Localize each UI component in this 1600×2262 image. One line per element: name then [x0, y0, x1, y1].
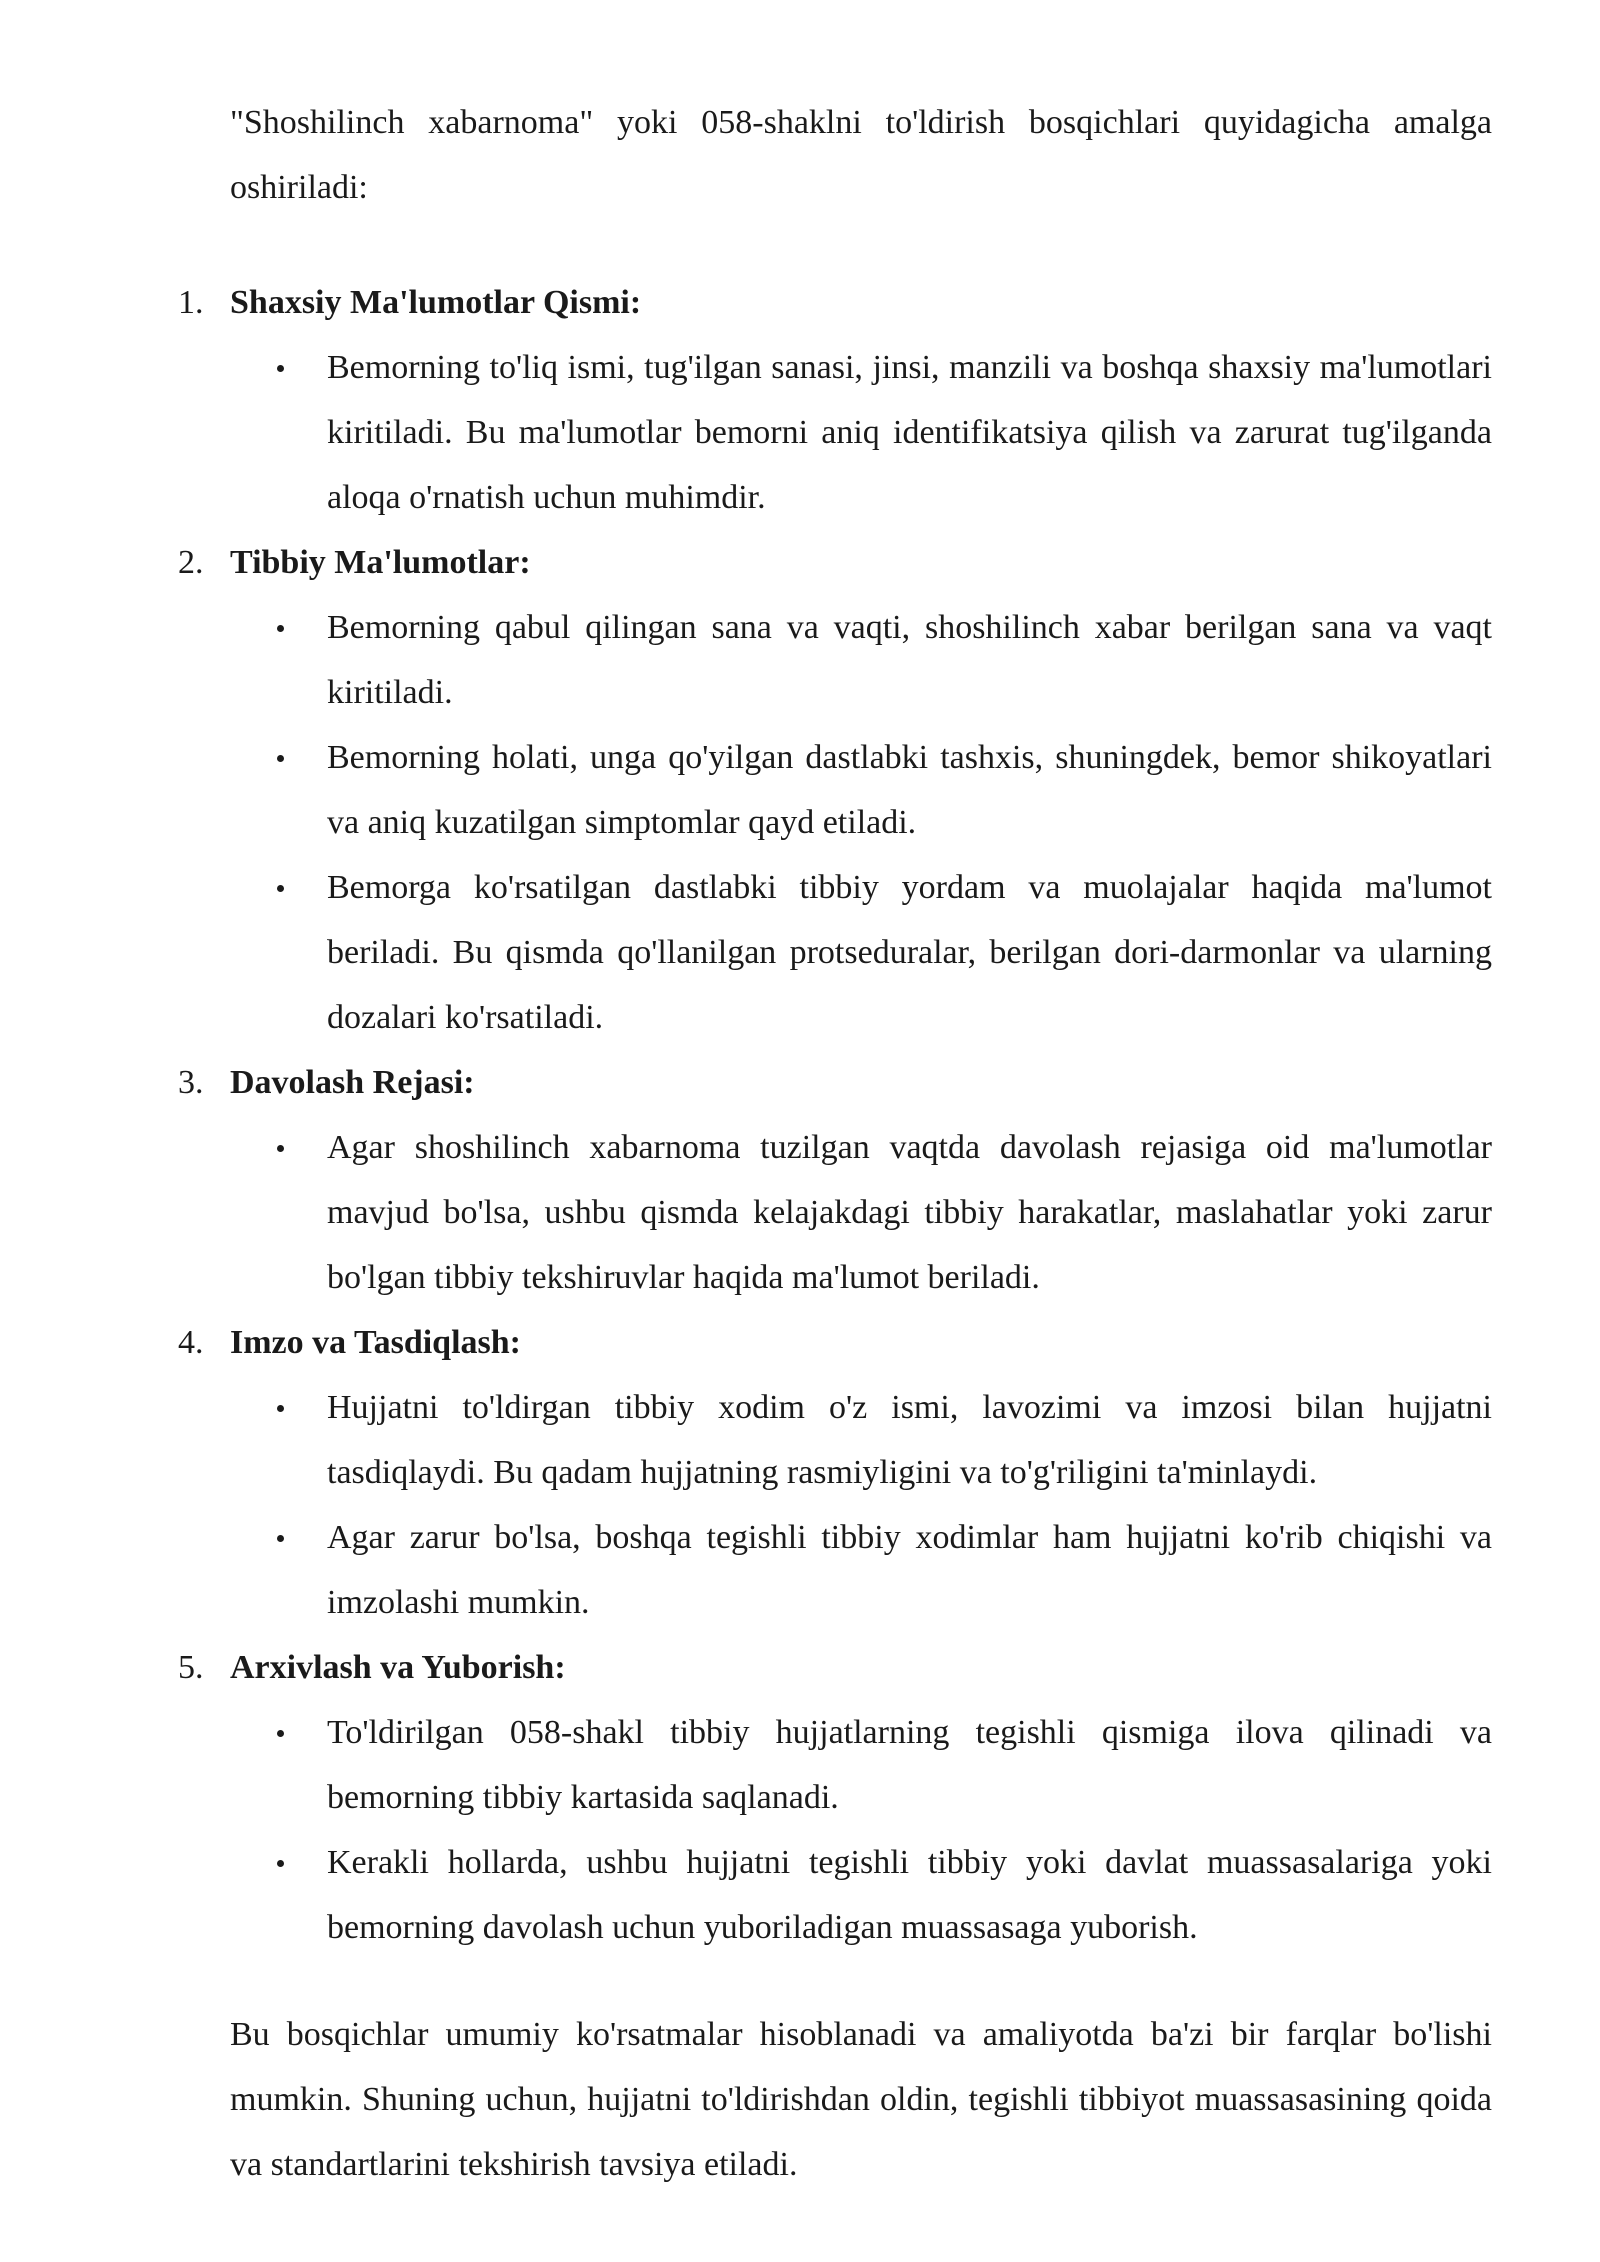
bullet-list [230, 1115, 1492, 1310]
bullet-item [327, 1115, 1492, 1310]
step-title: Tibbiy Ma'lumotlar: [230, 544, 531, 581]
step-item [178, 1050, 1492, 1310]
bullet-text: Hujjatni to'ldirgan tibbiy xodim o'z ismi, lavozimi va imzosi bilan hujjatni tasdiqlaydi. Bu qadam hujjatning rasmiyligini va to'g'riligini ta'minlaydi. [327, 1389, 1492, 1491]
step-item [178, 530, 1492, 1050]
bullet-list [230, 595, 1492, 1050]
step-title: Davolash Rejasi: [230, 1064, 475, 1101]
step-number: 4. [178, 1324, 204, 1361]
bullet-icon [277, 1860, 284, 1867]
step-number: 2. [178, 544, 204, 581]
bullet-icon [277, 1730, 284, 1737]
bullet-icon [277, 625, 284, 632]
step-item [178, 1310, 1492, 1635]
bullet-item [327, 1830, 1492, 1960]
bullet-icon [277, 1535, 284, 1542]
bullet-item [327, 1700, 1492, 1830]
step-item [178, 270, 1492, 530]
bullet-item [327, 725, 1492, 855]
bullet-item [327, 855, 1492, 1050]
bullet-item [327, 595, 1492, 725]
step-title: Arxivlash va Yuborish: [230, 1649, 566, 1686]
bullet-text: Bemorga ko'rsatilgan dastlabki tibbiy yordam va muolajalar haqida ma'lumot beriladi. Bu qismda qo'llanilgan protseduralar, berilgan dori-darmonlar va ularning dozalari ko'rsatiladi. [327, 869, 1492, 1036]
bullet-list [230, 335, 1492, 530]
bullet-item [327, 1375, 1492, 1505]
bullet-text: Bemorning to'liq ismi, tug'ilgan sanasi, jinsi, manzili va boshqa shaxsiy ma'lumotlari kiritiladi. Bu ma'lumotlar bemorni aniq identifikatsiya qilish va zarurat tug'ilganda aloqa o'rnatish uchun muhimdir. [327, 349, 1492, 516]
bullet-text: Agar zarur bo'lsa, boshqa tegishli tibbiy xodimlar ham hujjatni ko'rib chiqishi va imzolashi mumkin. [327, 1519, 1492, 1621]
bullet-item [327, 1505, 1492, 1635]
bullet-item [327, 335, 1492, 530]
bullet-text: Agar shoshilinch xabarnoma tuzilgan vaqtda davolash rejasiga oid ma'lumotlar mavjud bo'lsa, ushbu qismda kelajakdagi tibbiy harakatlar, maslahatlar yoki zarur bo'lgan tibbiy tekshiruvlar haqida ma'lumot beriladi. [327, 1129, 1492, 1296]
step-item [178, 1635, 1492, 1960]
document-page [178, 90, 1492, 2197]
step-number: 3. [178, 1064, 204, 1101]
step-number: 5. [178, 1649, 204, 1686]
bullet-icon [277, 365, 284, 372]
steps-list [178, 270, 1492, 1960]
bullet-list [230, 1700, 1492, 1960]
step-title: Imzo va Tasdiqlash: [230, 1324, 521, 1361]
step-title: Shaxsiy Ma'lumotlar Qismi: [230, 284, 642, 321]
bullet-list [230, 1375, 1492, 1635]
bullet-text: Bemorning qabul qilingan sana va vaqti, shoshilinch xabar berilgan sana va vaqt kiritiladi. [327, 609, 1492, 711]
bullet-icon [277, 1405, 284, 1412]
bullet-text: To'ldirilgan 058-shakl tibbiy hujjatlarning tegishli qismiga ilova qilinadi va bemorning tibbiy kartasida saqlanadi. [327, 1714, 1492, 1816]
closing-paragraph: Bu bosqichlar umumiy ko'rsatmalar hisoblanadi va amaliyotda ba'zi bir farqlar bo'lishi mumkin. Shuning uchun, hujjatni to'ldirishdan oldin, tegishli tibbiyot muassasasining qoida va standartlarini tekshirish tavsiya etiladi. [230, 2016, 1492, 2183]
bullet-icon [277, 1145, 284, 1152]
bullet-text: Bemorning holati, unga qo'yilgan dastlabki tashxis, shuningdek, bemor shikoyatlari va aniq kuzatilgan simptomlar qayd etiladi. [327, 739, 1492, 841]
bullet-icon [277, 885, 284, 892]
bullet-icon [277, 755, 284, 762]
bullet-text: Kerakli hollarda, ushbu hujjatni tegishli tibbiy yoki davlat muassasalariga yoki bemorning davolash uchun yuboriladigan muassasaga yuborish. [327, 1844, 1492, 1946]
step-number: 1. [178, 284, 204, 321]
intro-paragraph: "Shoshilinch xabarnoma" yoki 058-shaklni to'ldirish bosqichlari quyidagicha amalga oshiriladi: [230, 104, 1492, 206]
